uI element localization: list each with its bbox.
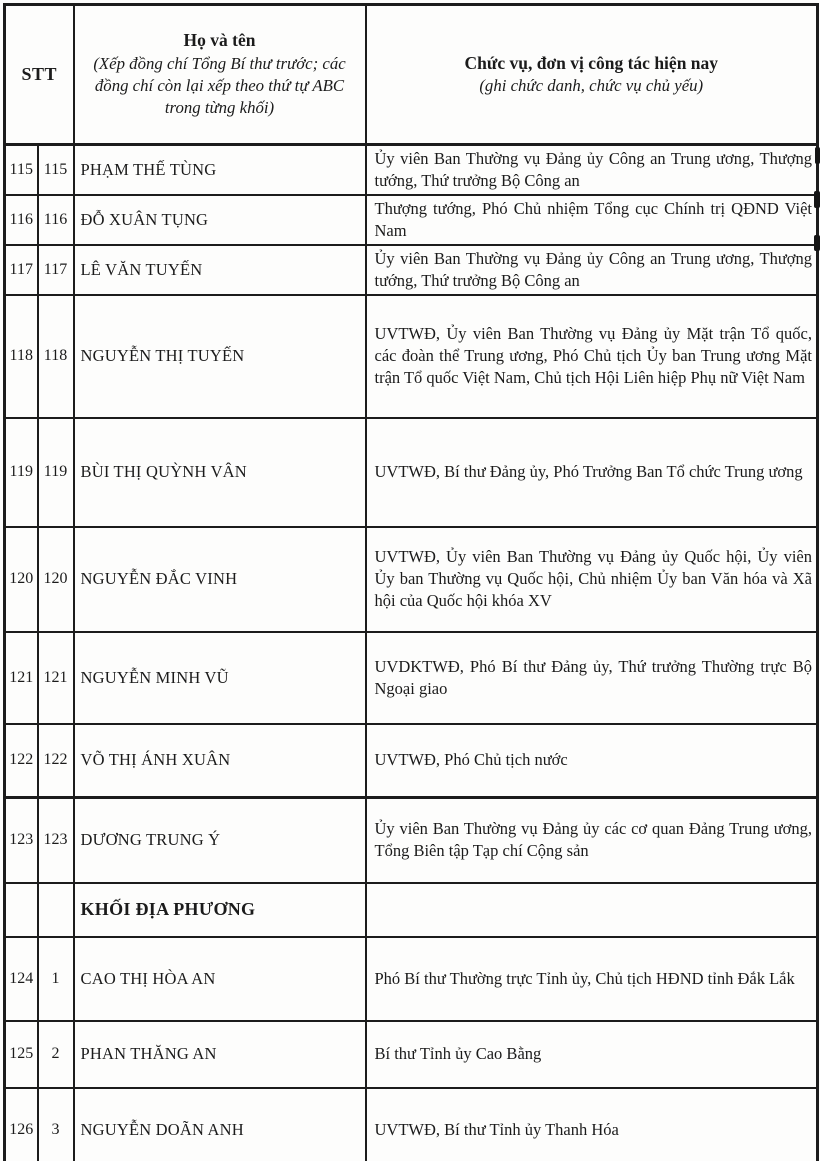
row-position: Ủy viên Ban Thường vụ Đảng ủy Công an Trung ương, Thượng tướng, Thứ trưởng Bộ Công an [366, 245, 818, 295]
scan-edge-artifact [815, 147, 820, 164]
row-stt: 126 [5, 1088, 38, 1161]
table-row [5, 1088, 818, 1161]
row-name: DƯƠNG TRUNG Ý [74, 798, 366, 883]
row-number: 119 [38, 418, 74, 527]
row-name: PHẠM THẾ TÙNG [74, 145, 366, 195]
row-number: 120 [38, 527, 74, 632]
row-position: UVDKTWĐ, Phó Bí thư Đảng ủy, Thứ trưởng Thường trực Bộ Ngoại giao [366, 632, 818, 724]
header-name-subtitle: (Xếp đồng chí Tổng Bí thư trước; các đồng chí còn lại xếp theo thứ tự ABC trong từng khối) [93, 54, 346, 118]
row-stt: 115 [5, 145, 38, 195]
row-position: UVTWĐ, Phó Chủ tịch nước [366, 724, 818, 798]
table-row [5, 295, 818, 418]
row-number: 116 [38, 195, 74, 245]
row-name: NGUYỄN THỊ TUYẾN [74, 295, 366, 418]
row-number: 2 [38, 1021, 74, 1088]
table-row [5, 527, 818, 632]
table-row [5, 632, 818, 724]
row-name: NGUYỄN MINH VŨ [74, 632, 366, 724]
row-number: 122 [38, 724, 74, 798]
row-stt: 118 [5, 295, 38, 418]
table-row [5, 1021, 818, 1088]
row-stt: 117 [5, 245, 38, 295]
row-name: NGUYỄN ĐẮC VINH [74, 527, 366, 632]
row-stt: 121 [5, 632, 38, 724]
row-position: Ủy viên Ban Thường vụ Đảng ủy Công an Trung ương, Thượng tướng, Thứ trưởng Bộ Công an [366, 145, 818, 195]
header-cell-stt [5, 5, 74, 145]
row-name: BÙI THỊ QUỲNH VÂN [74, 418, 366, 527]
table-row [5, 245, 818, 295]
table-row [5, 798, 818, 883]
row-stt: 124 [5, 937, 38, 1021]
row-position: Bí thư Tỉnh ủy Cao Bằng [366, 1021, 818, 1088]
table-row [5, 937, 818, 1021]
section-empty-stt [5, 883, 38, 937]
table-header-row [5, 5, 818, 145]
row-stt: 125 [5, 1021, 38, 1088]
row-name: LÊ VĂN TUYẾN [74, 245, 366, 295]
row-number: 1 [38, 937, 74, 1021]
row-name: PHAN THĂNG AN [74, 1021, 366, 1088]
header-position-subtitle: (ghi chức danh, chức vụ chủ yếu) [479, 76, 704, 96]
row-name: VÕ THỊ ÁNH XUÂN [74, 724, 366, 798]
section-label: KHỐI ĐỊA PHƯƠNG [74, 883, 366, 937]
table-row [5, 145, 818, 195]
header-cell-position [366, 5, 818, 145]
row-stt: 119 [5, 418, 38, 527]
row-position: UVTWĐ, Ủy viên Ban Thường vụ Đảng ủy Quốc hội, Ủy viên Ủy ban Thường vụ Quốc hội, Chủ nhiệm Ủy ban Văn hóa và Xã hội của Quốc hội khóa XV [366, 527, 818, 632]
header-stt-label: STT [21, 64, 58, 84]
row-number: 123 [38, 798, 74, 883]
row-position: Ủy viên Ban Thường vụ Đảng ủy các cơ quan Đảng Trung ương, Tổng Biên tập Tạp chí Cộng sản [366, 798, 818, 883]
row-name: ĐỖ XUÂN TỤNG [74, 195, 366, 245]
row-name: NGUYỄN DOÃN ANH [74, 1088, 366, 1161]
header-name-title: Họ và tên [183, 30, 256, 51]
personnel-roster-table [3, 3, 819, 1161]
section-empty-position [366, 883, 818, 937]
row-number: 117 [38, 245, 74, 295]
row-position: UVTWĐ, Bí thư Tỉnh ủy Thanh Hóa [366, 1088, 818, 1161]
row-position: UVTWĐ, Bí thư Đảng ủy, Phó Trưởng Ban Tổ chức Trung ương [366, 418, 818, 527]
header-cell-name [74, 5, 366, 145]
row-number: 121 [38, 632, 74, 724]
row-stt: 123 [5, 798, 38, 883]
scan-edge-artifact [814, 191, 820, 208]
scan-edge-artifact [814, 235, 820, 251]
table-row [5, 418, 818, 527]
row-position: Thượng tướng, Phó Chủ nhiệm Tổng cục Chính trị QĐND Việt Nam [366, 195, 818, 245]
row-stt: 120 [5, 527, 38, 632]
row-number: 118 [38, 295, 74, 418]
row-number: 115 [38, 145, 74, 195]
row-number: 3 [38, 1088, 74, 1161]
row-position: Phó Bí thư Thường trực Tỉnh ủy, Chủ tịch HĐND tỉnh Đắk Lắk [366, 937, 818, 1021]
row-position: UVTWĐ, Ủy viên Ban Thường vụ Đảng ủy Mặt trận Tổ quốc, các đoàn thể Trung ương, Phó Chủ tịch Ủy ban Trung ương Mặt trận Tổ quốc Việt Nam, Chủ tịch Hội Liên hiệp Phụ nữ Việt Nam [366, 295, 818, 418]
row-stt: 116 [5, 195, 38, 245]
table-row [5, 724, 818, 798]
table-row [5, 195, 818, 245]
row-stt: 122 [5, 724, 38, 798]
section-header-row [5, 883, 818, 937]
header-position-title: Chức vụ, đơn vị công tác hiện nay [464, 52, 719, 73]
section-empty-number [38, 883, 74, 937]
row-name: CAO THỊ HÒA AN [74, 937, 366, 1021]
